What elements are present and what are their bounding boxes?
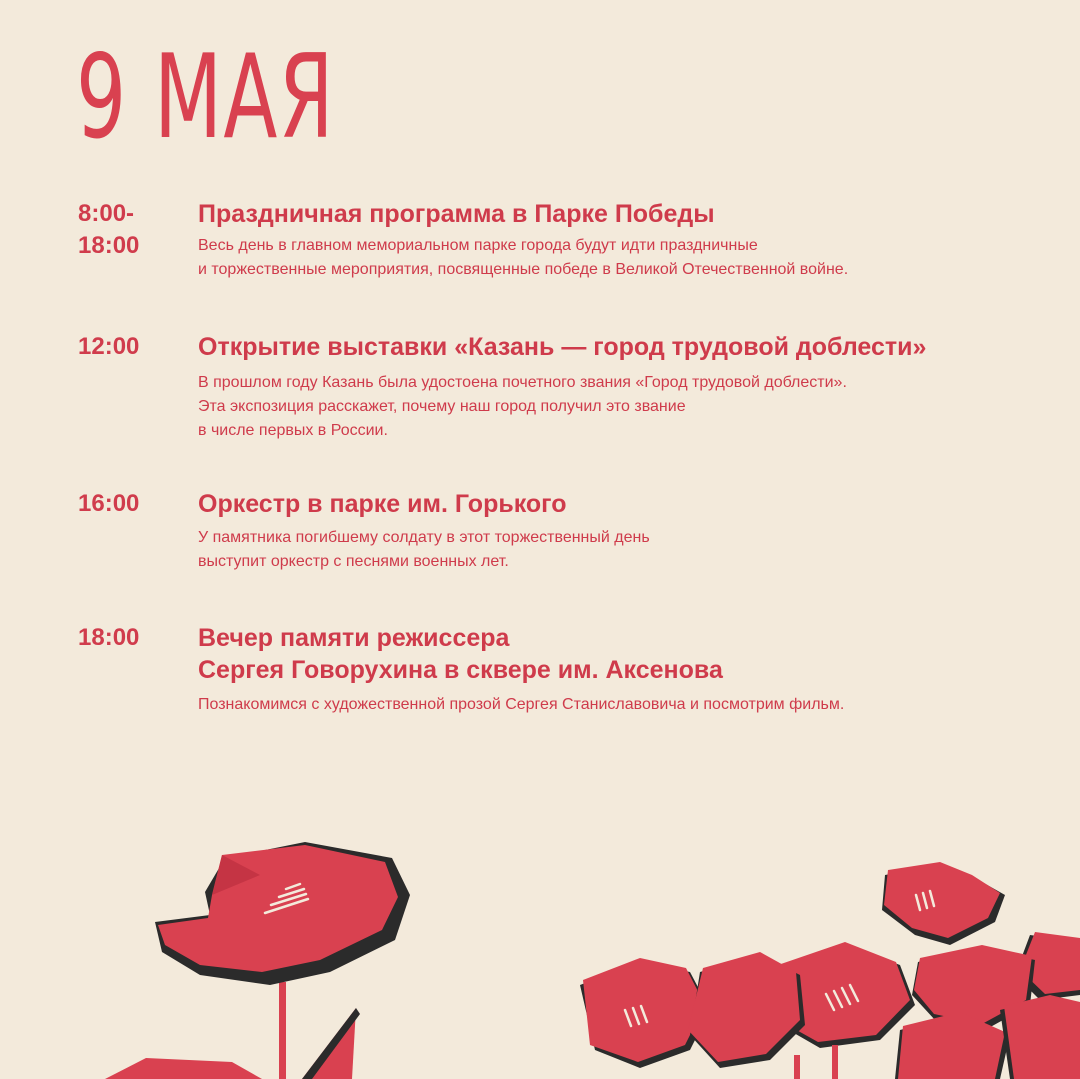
event-time: 18:00	[78, 624, 140, 651]
left-poppy	[105, 842, 410, 1079]
event-description: В прошлом году Казань была удостоена почетного звания «Город трудовой доблести». Эта экспозиция расскажет, почему наш город получил это звание в числе первых в России.	[198, 374, 847, 439]
event-title: Открытие выставки «Казань — город трудовой доблести»	[198, 333, 927, 361]
event-description: У памятника погибшему солдату в этот торжественный день выступит оркестр с песнями военных лет.	[198, 529, 650, 570]
event-description: Познакомимся с художественной прозой Сергея Станиславовича и посмотрим фильм.	[198, 696, 845, 713]
event-title: Вечер памяти режиссера Сергея Говорухина в сквере им. Аксенова	[198, 624, 723, 684]
page-title: 9 МАЯ	[76, 30, 335, 165]
event-time: 12:00	[78, 333, 140, 360]
right-poppy-cluster	[580, 862, 1080, 1079]
event-description: Весь день в главном мемориальном парке города будут идти праздничные и торжественные мероприятия, посвященные победе в Великой Отечественной войне.	[198, 237, 849, 278]
event-time: 8:00- 18:00	[78, 200, 140, 259]
event-time: 16:00	[78, 490, 140, 517]
event-title: Оркестр в парке им. Горького	[198, 490, 567, 518]
event-title: Праздничная программа в Парке Победы	[198, 200, 715, 228]
